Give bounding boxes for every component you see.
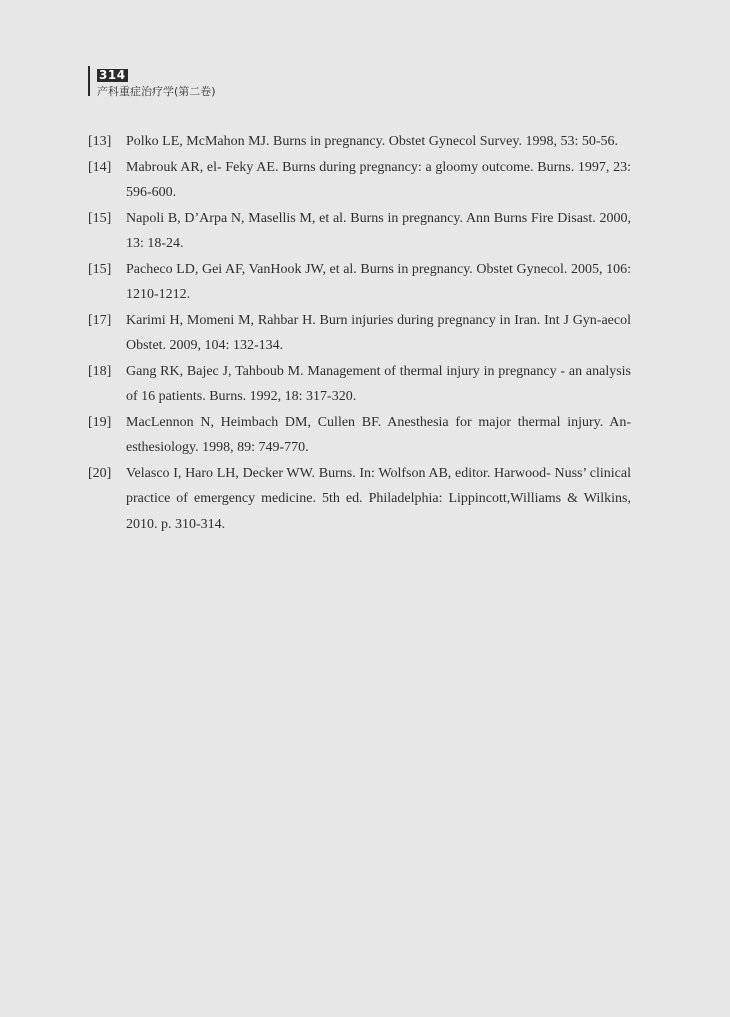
reference-number: [15] bbox=[88, 261, 112, 277]
reference-item bbox=[88, 155, 631, 206]
reference-item bbox=[88, 410, 631, 461]
reference-item bbox=[88, 359, 631, 410]
book-title: 产科重症治疗学(第二卷) bbox=[97, 85, 216, 98]
reference-item bbox=[88, 461, 631, 538]
running-header bbox=[88, 66, 216, 96]
reference-item bbox=[88, 308, 631, 359]
reference-list bbox=[88, 129, 631, 537]
reference-text: Polko LE, McMahon MJ. Burns in pregnancy. Obstet Gynecol Survey. 1998, 53: 50-56. bbox=[126, 134, 619, 149]
reference-number: [18] bbox=[88, 363, 112, 379]
reference-text: Velasco I, Haro LH, Decker WW. Burns. In: Wolfson AB, editor. Harwood- Nuss’ clinical practice of emergency medicine. 5th ed. Philadelphia: Lippincott,Williams & Wilkins, 2010. p. 310-314. bbox=[126, 465, 631, 532]
reference-text: Gang RK, Bajec J, Tahboub M. Management of thermal injury in pregnancy - an analysis of 16 patients. Burns. 1992, 18: 317-320. bbox=[126, 363, 631, 404]
reference-number: [15] bbox=[88, 210, 112, 226]
reference-text: MacLennon N, Heimbach DM, Cullen BF. Anesthesia for major thermal injury. An-esthesiology. 1998, 89: 749-770. bbox=[126, 414, 631, 455]
reference-number: [14] bbox=[88, 159, 112, 175]
reference-item bbox=[88, 257, 631, 308]
reference-item bbox=[88, 129, 631, 155]
reference-number: [13] bbox=[88, 134, 112, 149]
reference-item bbox=[88, 206, 631, 257]
reference-number: [17] bbox=[88, 312, 112, 328]
reference-text: Karimi H, Momeni M, Rahbar H. Burn injuries during pregnancy in Iran. Int J Gyn-aecol Obstet. 2009, 104: 132-134. bbox=[126, 312, 631, 353]
reference-text: Mabrouk AR, el- Feky AE. Burns during pregnancy: a gloomy outcome. Burns. 1997, 23: 596-600. bbox=[126, 159, 631, 200]
reference-number: [19] bbox=[88, 414, 112, 430]
reference-number: [20] bbox=[88, 465, 112, 481]
reference-text: Pacheco LD, Gei AF, VanHook JW, et al. Burns in pregnancy. Obstet Gynecol. 2005, 106: 1210-1212. bbox=[126, 261, 631, 302]
reference-text: Napoli B, D’Arpa N, Masellis M, et al. Burns in pregnancy. Ann Burns Fire Disast. 2000, 13: 18-24. bbox=[126, 210, 631, 251]
page-number: 314 bbox=[99, 68, 126, 82]
